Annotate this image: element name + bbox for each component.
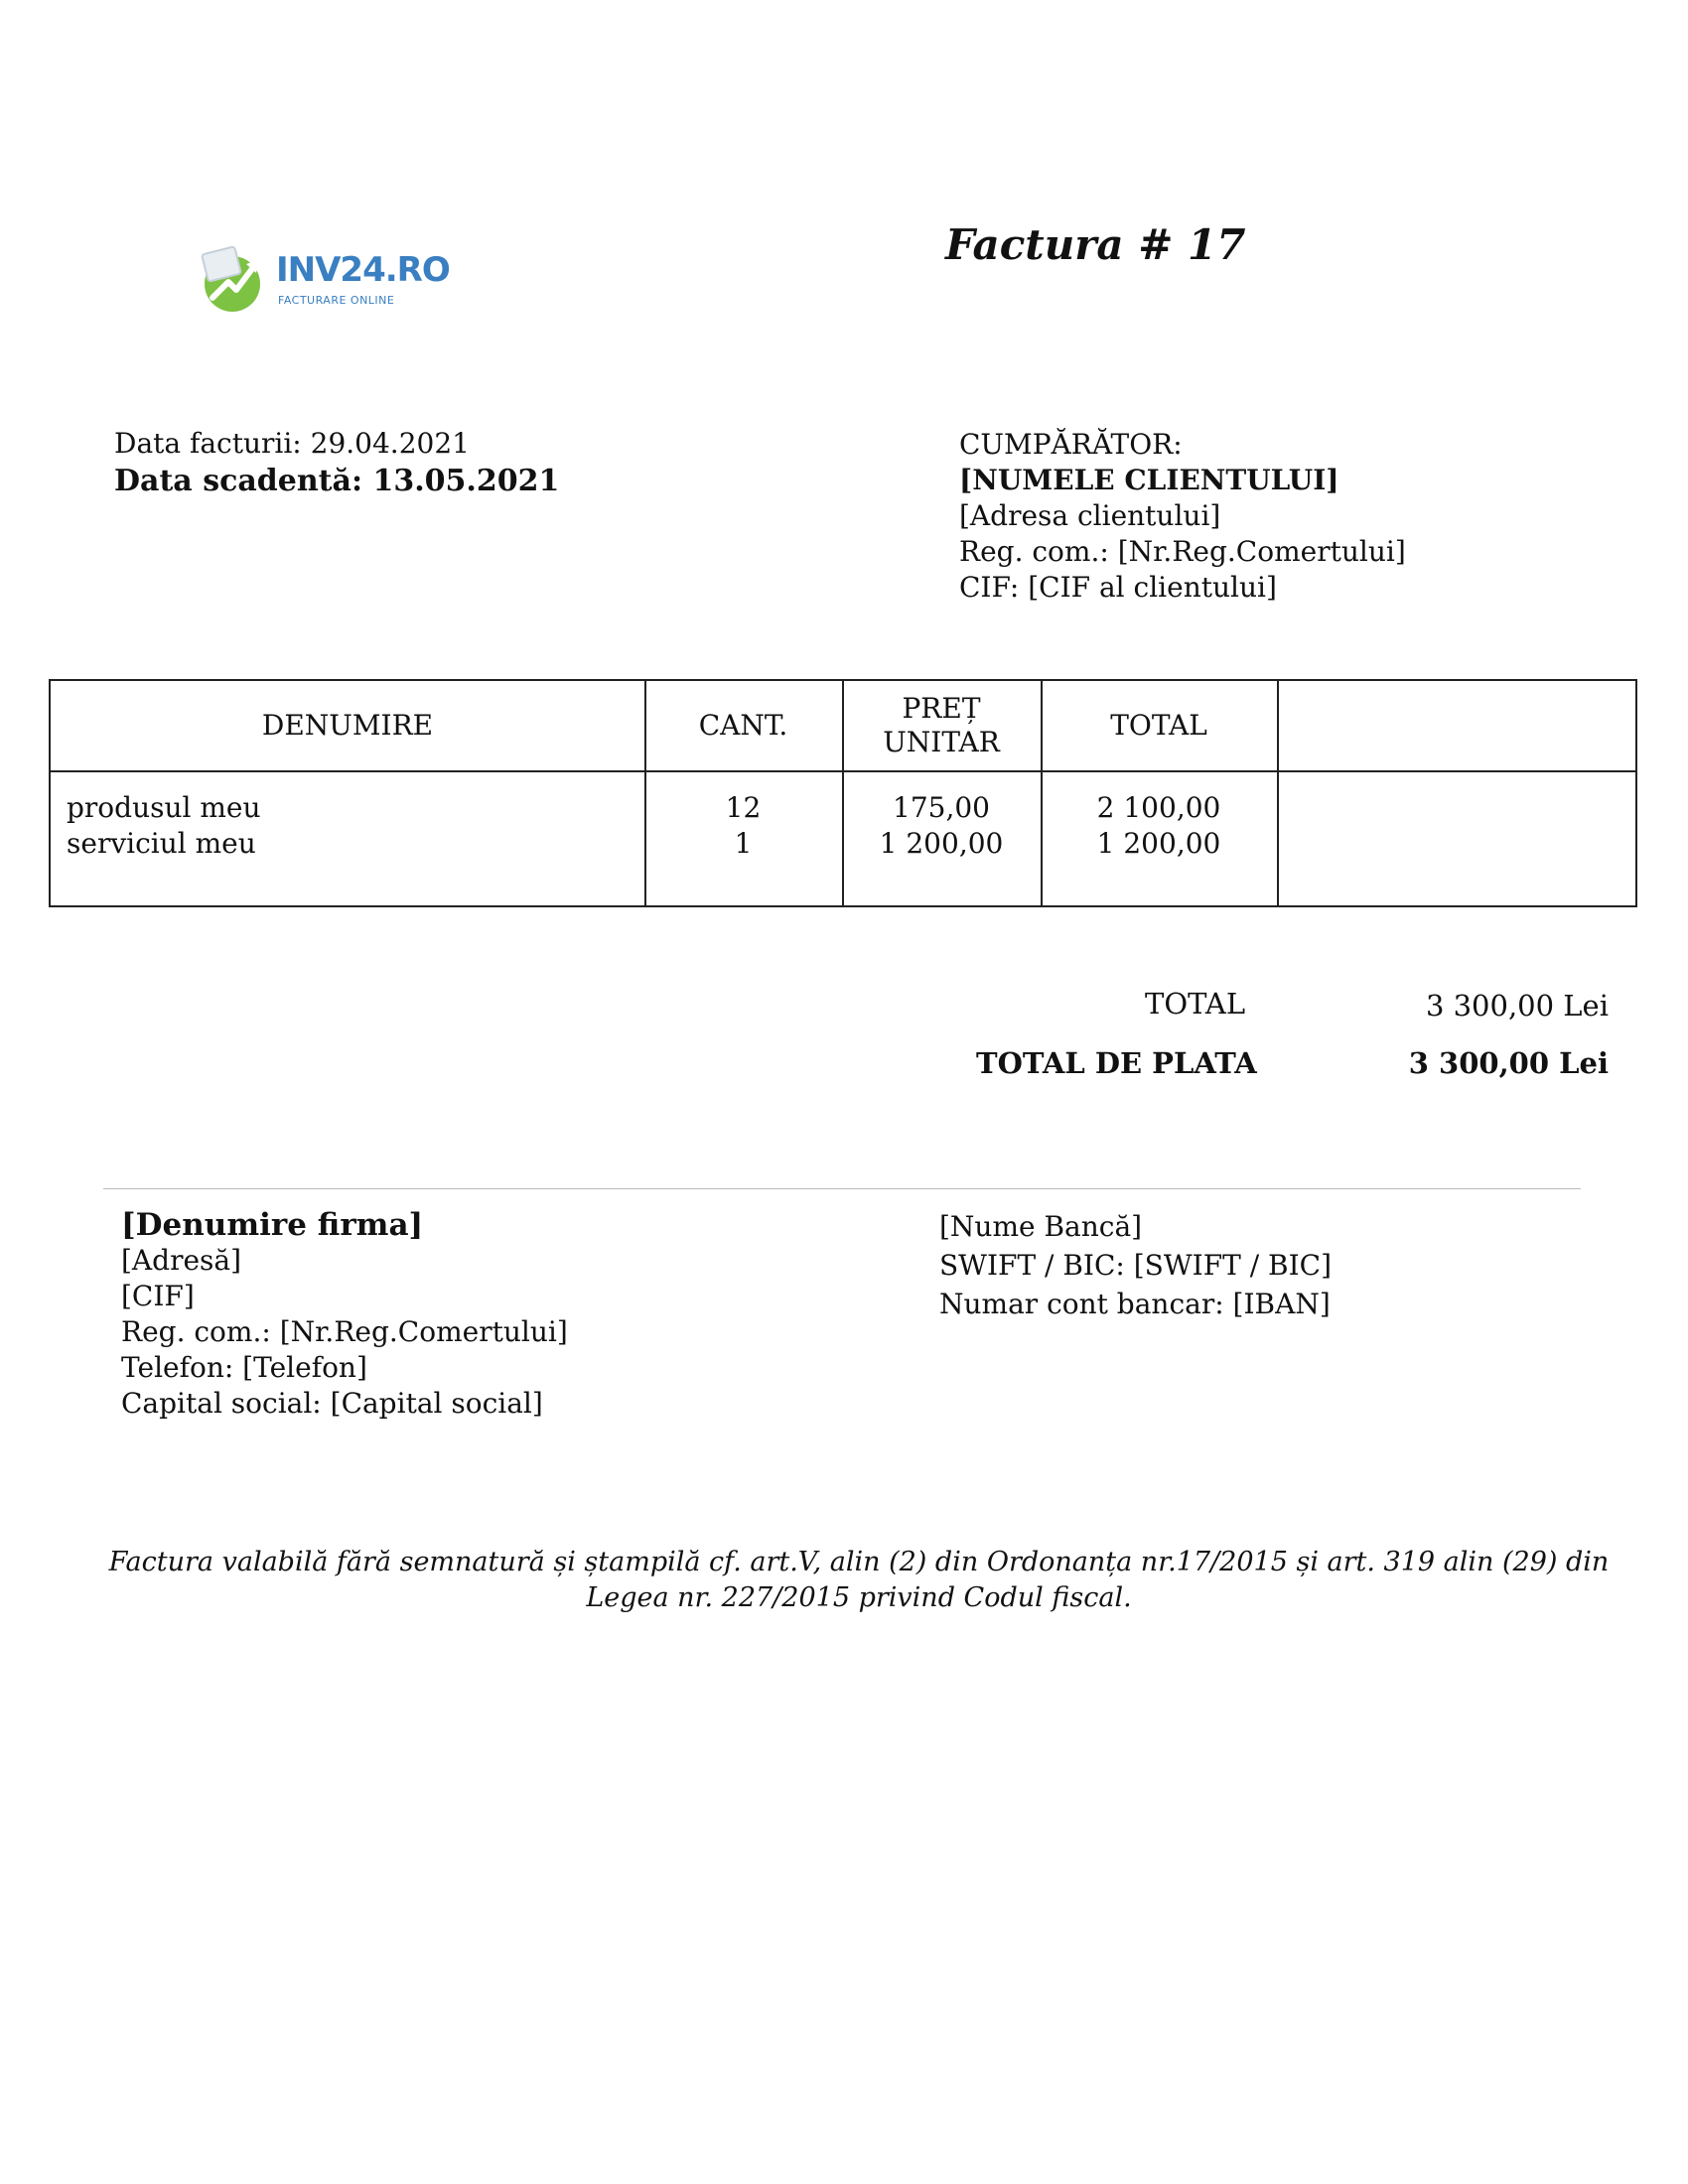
seller-reg: Reg. com.: [Nr.Reg.Comertului]	[121, 1315, 568, 1348]
seller-block	[121, 1207, 568, 1422]
invoice-dates	[114, 425, 559, 500]
table-row-2-denumire: serviciul meu	[67, 827, 256, 860]
seller-capital: Capital social: [Capital social]	[121, 1387, 543, 1420]
invoice-date: Data facturii: 29.04.2021	[114, 427, 470, 460]
due-date: Data scadentă: 13.05.2021	[114, 464, 560, 498]
table-row-2-cant: 1	[734, 827, 753, 860]
seller-cif: [CIF]	[121, 1280, 195, 1312]
logo-name: INV24.RO	[276, 250, 450, 290]
header-total: TOTAL	[1110, 709, 1207, 742]
table-row-2-total: 1 200,00	[1096, 827, 1221, 860]
total-label: TOTAL	[1145, 987, 1246, 1021]
table-row-1-pret: 175,00	[893, 791, 990, 824]
bank-block	[939, 1207, 1332, 1323]
company-logo	[199, 246, 450, 316]
header-pret	[842, 681, 1041, 770]
cell-denumire	[67, 790, 261, 862]
cell-pret	[842, 790, 1041, 862]
table-row-2-pret: 1 200,00	[879, 827, 1004, 860]
buyer-reg: Reg. com.: [Nr.Reg.Comertului]	[959, 535, 1406, 568]
table-row-1-total: 2 100,00	[1096, 791, 1221, 824]
items-table	[49, 679, 1637, 907]
logo-mark-icon	[199, 246, 268, 316]
table-row-1-cant: 12	[725, 791, 762, 824]
total-due-value: 3 300,00 Lei	[1408, 1046, 1609, 1080]
total-value: 3 300,00 Lei	[1425, 989, 1609, 1023]
legal-note	[99, 1545, 1618, 1616]
buyer-name: [NUMELE CLIENTULUI]	[959, 464, 1339, 496]
seller-address: [Adresă]	[121, 1244, 242, 1277]
buyer-block	[959, 427, 1406, 606]
header-cant: CANT.	[698, 709, 788, 742]
invoice-title: Factura # 17	[945, 220, 1246, 269]
table-header-divider	[51, 770, 1635, 772]
header-pret-line1: PREȚ	[902, 692, 981, 725]
buyer-heading: CUMPĂRĂTOR:	[959, 428, 1183, 461]
logo-tagline: FACTURARE ONLINE	[278, 294, 395, 307]
bank-name: [Nume Bancă]	[939, 1210, 1143, 1243]
cell-total	[1041, 790, 1277, 862]
bank-swift: SWIFT / BIC: [SWIFT / BIC]	[939, 1249, 1333, 1282]
seller-phone: Telefon: [Telefon]	[121, 1351, 367, 1384]
cell-cant	[644, 790, 842, 862]
buyer-address: [Adresa clientului]	[959, 499, 1221, 532]
table-row-1-denumire: produsul meu	[67, 791, 261, 824]
footer-divider	[103, 1188, 1581, 1189]
table-col-divider	[1277, 681, 1279, 905]
bank-iban: Numar cont bancar: [IBAN]	[939, 1288, 1331, 1320]
header-pret-line2: UNITAR	[883, 726, 1000, 758]
buyer-cif: CIF: [CIF al clientului]	[959, 571, 1277, 604]
legal-note-line1: Factura valabilă fără semnatură și ștampilă cf. art.V, alin (2) din Ordonanța nr.17/2015 și art. 319 alin (29) din	[108, 1547, 1610, 1577]
seller-firm: [Denumire firma]	[121, 1207, 424, 1243]
legal-note-line2: Legea nr. 227/2015 privind Codul fiscal.	[586, 1582, 1132, 1613]
header-denumire: DENUMIRE	[261, 709, 434, 742]
total-due-label: TOTAL DE PLATA	[976, 1046, 1257, 1080]
